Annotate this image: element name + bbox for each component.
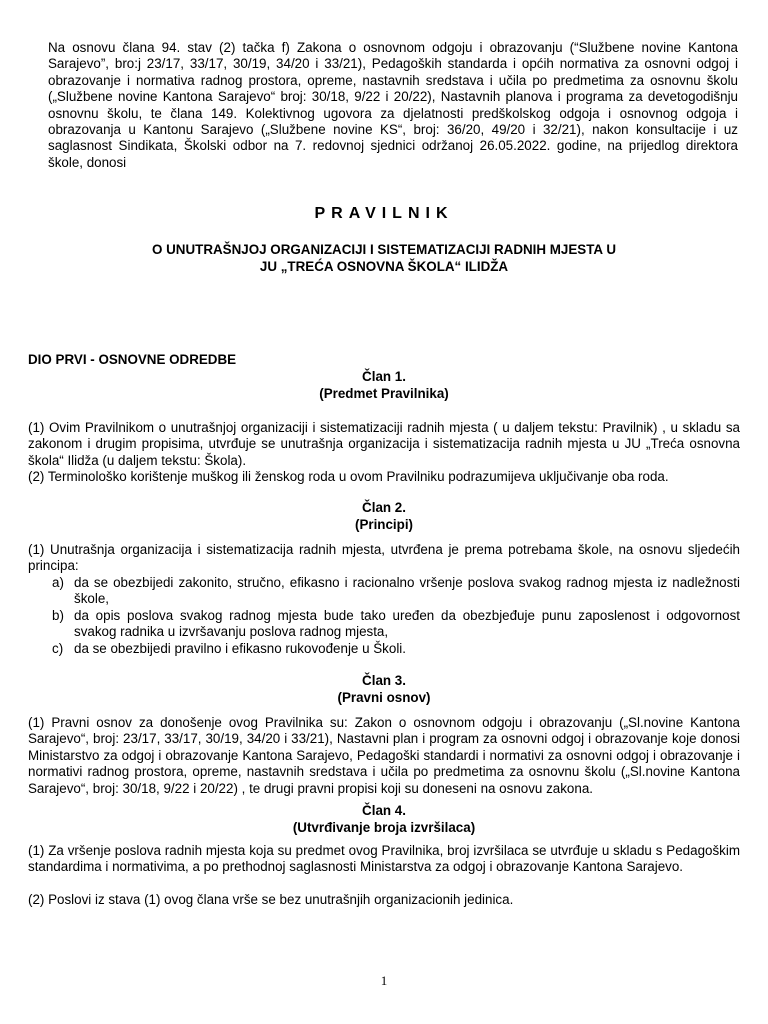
article-name: (Utvrđivanje broja izvršilaca): [292, 819, 476, 835]
document-title: PRAVILNIK: [314, 205, 454, 222]
article-1-paragraph-1: (1) Ovim Pravilnikom o unutrašnjoj organizaciji i sistematizaciji radnih mjesta ( u daljem tekstu: Pravilnik) , u skladu sa zakonom i drugim propisima, utvrđuje se unutrašnja organizacija i sistematizacija radnih mjesta u JU „Treća osnovna škola“ Ilidža (u daljem tekstu: Škola).: [28, 420, 740, 468]
subtitle-line-2: JU „TREĆA OSNOVNA ŠKOLA“ ILIDŽA: [259, 259, 509, 274]
list-item-text: da se obezbijedi zakonito, stručno, efikasno i racionalno vršenje poslova svakog radnog mjesta iz nadležnosti škole,: [74, 575, 740, 607]
article-4-paragraph-2: (2) Poslovi iz stava (1) ovog člana vrše se bez unutrašnjih organizacionih jedinica.: [28, 892, 514, 907]
document-subtitle: [0, 241, 768, 275]
list-marker: c): [52, 640, 64, 656]
article-1-paragraph-2: (2) Terminološko korištenje muškog ili ženskog roda u ovom Pravilniku podrazumijeva uključivanje oba roda.: [28, 469, 669, 484]
article-3-paragraph-1: (1) Pravni osnov za donošenje ovog Pravilnika su: Zakon o osnovnom odgoju i obrazovanju („Sl.novine Kantona Sarajevo“, broj: 23/17, 33/17, 30/19, 34/20 i 33/21), Nastavni plan i program za osnovni odgoj i obrazovanje koje donosi Ministarstvo za odgoj i obrazovanje Kantona Sarajevo, Pedagoški standardi i normativi za osnovni odgoj i obrazovanje i normativi radnog prostora, opreme, nastavnih sredstava i učila po predmetima za osnovnu školu („Sl.novine Kantona Sarajevo“, broj: 30/18, 9/22 i 20/22) , te drugi pravni propisi koji su doneseni na osnovu zakona.: [28, 715, 740, 796]
article-name: (Pravni osnov): [337, 689, 431, 705]
list-marker: b): [52, 607, 64, 623]
article-2-heading: [0, 500, 768, 533]
article-2-paragraph-1: (1) Unutrašnja organizacija i sistematizacija radnih mjesta, utvrđena je prema potrebama škole, na osnovu sljedećih principa:: [28, 542, 740, 574]
list-item-text: da opis poslova svakog radnog mjesta bude tako uređen da obezbjeđuje punu zaposlenost i odgovornost svakog radnika u izvršavanju poslova radnog mjesta,: [74, 607, 740, 640]
article-number: Član 2.: [362, 500, 406, 515]
article-2-principles-list: [28, 575, 740, 657]
list-item: [28, 608, 740, 641]
preamble: Na osnovu člana 94. stav (2) tačka f) Zakona o osnovnom odgoju i obrazovanju (“Službene novine Kantona Sarajevo”, bro:j 23/17, 33/17, 30/19, 34/20 i 33/21), Pedagoških standarda i općih normativa za osnovni odgoj i obrazovanje i normativa radnog prostora, opreme, nastavnih sredstava i učila po predmetima za osnovnu školu („Službene novine Kantona Sarajevo“ broj: 30/18, 9/22 i 20/22), Nastavnih planova i programa za devetogodišnju osnovnu školu, te člana 149. Kolektivnog ugovora za djelatnosti predškolskog odgoja i osnovnog odgoja i obrazovanja u Kantonu Sarajevo („Službene novine KS“, broj: 36/20, 49/20 i 32/21), nakon konsultacije i uz saglasnost Sindikata, Školski odbor na 7. redovnoj sjednici održanoj 26.05.2022. godine, na prijedlog direktora škole, donosi: [48, 40, 738, 170]
list-item-text: da se obezbijedi pravilno i efikasno rukovođenje u Školi.: [74, 640, 406, 656]
part-heading: DIO PRVI - OSNOVNE ODREDBE: [28, 352, 237, 367]
article-3-heading: [0, 673, 768, 706]
article-number: Član 4.: [362, 803, 406, 818]
list-item: [28, 575, 740, 608]
article-name: (Predmet Pravilnika): [319, 385, 449, 401]
subtitle-line-1: O UNUTRAŠNJOJ ORGANIZACIJI I SISTEMATIZACIJI RADNIH MJESTA U: [152, 242, 616, 257]
article-name: (Principi): [354, 516, 414, 532]
page-number: 1: [380, 973, 388, 988]
list-marker: a): [52, 575, 64, 590]
article-number: Član 1.: [362, 369, 406, 384]
list-item: [28, 641, 740, 657]
article-1-heading: [0, 369, 768, 402]
article-number: Član 3.: [362, 673, 406, 688]
article-4-paragraph-1: (1) Za vršenje poslova radnih mjesta koja su predmet ovog Pravilnika, broj izvršilaca se utvrđuje u skladu s Pedagoškim standardima i normativima, a po prethodnoj saglasnosti Ministarstva za odgoj i obrazovanje Kantona Sarajevo.: [28, 843, 740, 875]
article-4-heading: [0, 803, 768, 836]
